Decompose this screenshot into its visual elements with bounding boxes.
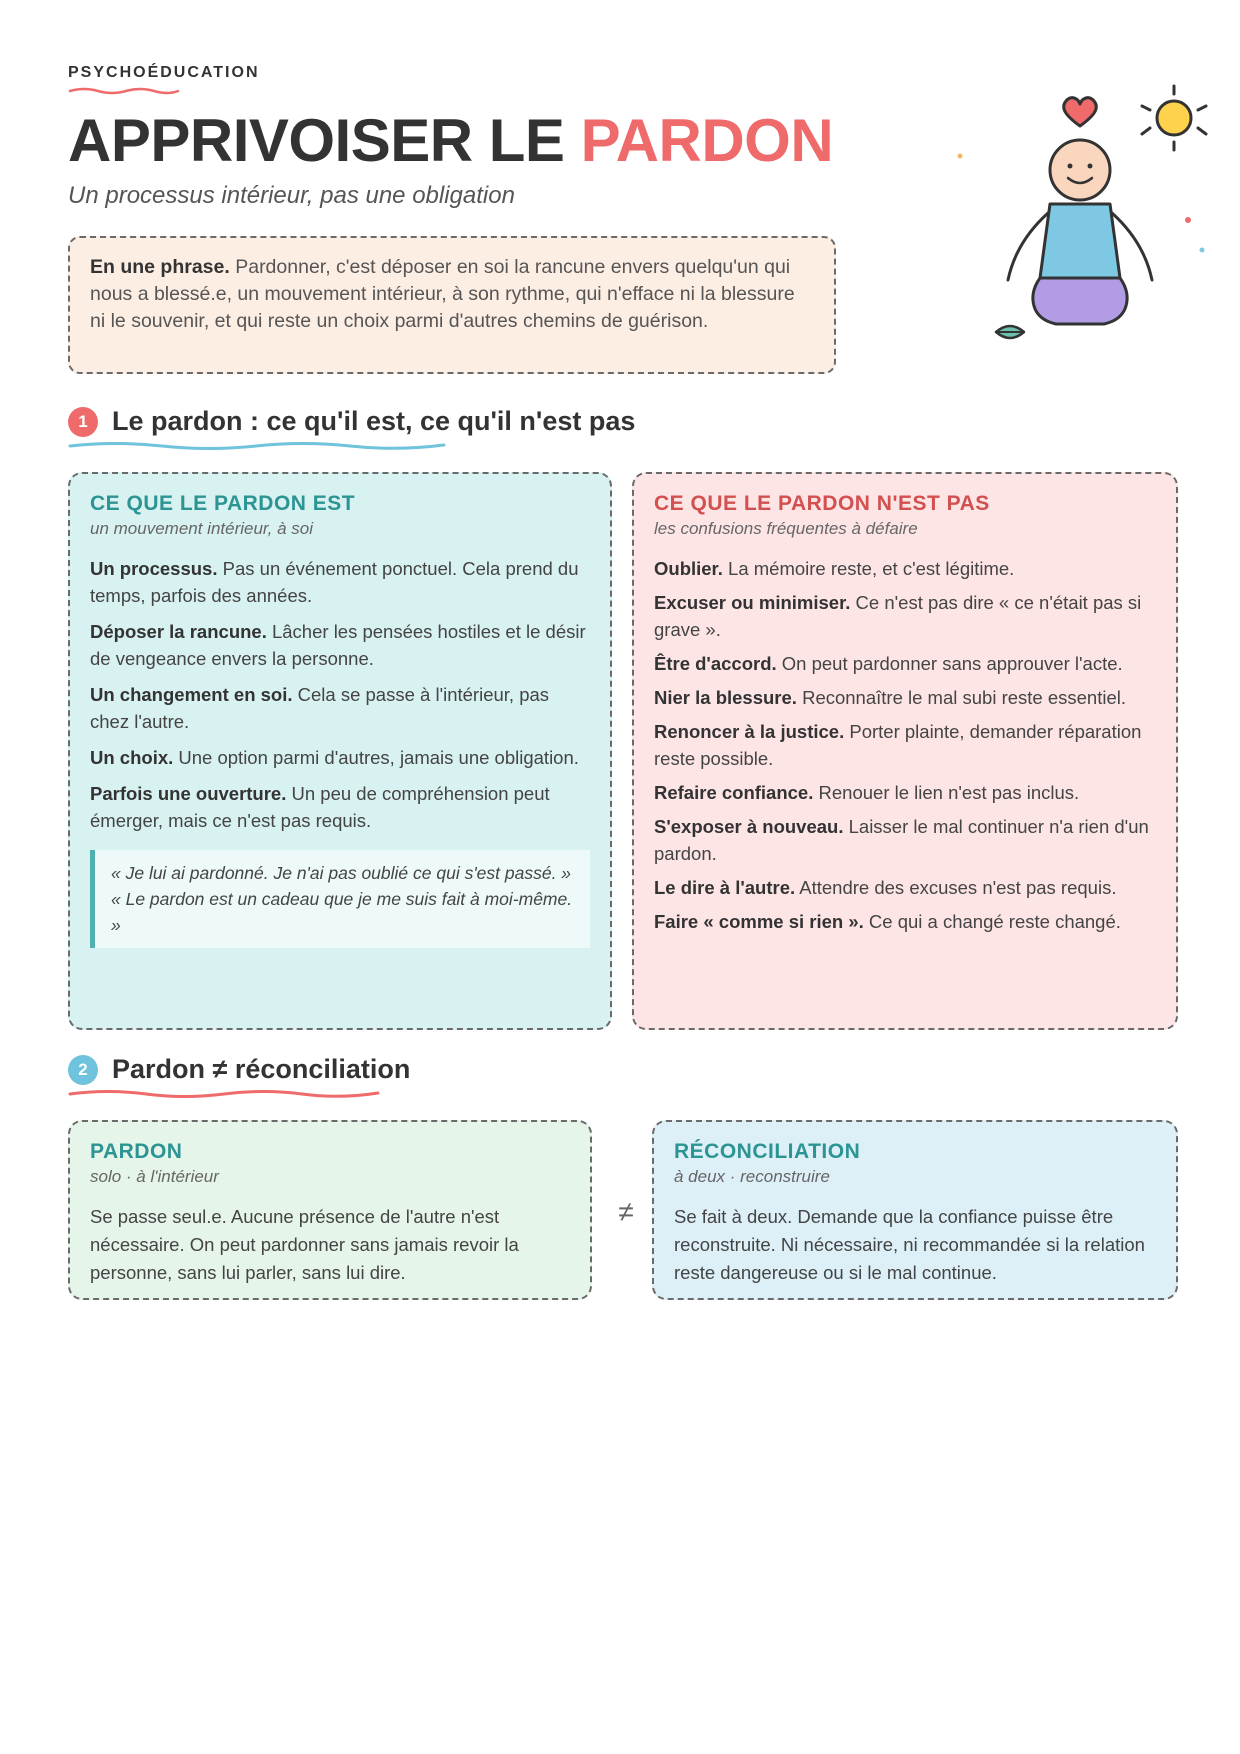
section-2-underline [68, 1088, 380, 1100]
item-lead: Excuser ou minimiser. [654, 592, 851, 613]
item-text: Reconnaître le mal subi reste essentiel. [796, 687, 1126, 708]
list-item [90, 555, 590, 609]
list-item [90, 681, 590, 735]
item-lead: Oublier. [654, 558, 723, 579]
not-equal-symbol: ≠ [618, 1196, 634, 1227]
pardon-subtitle: solo · à l'intérieur [90, 1167, 219, 1186]
meditating-person-illustration [918, 70, 1218, 360]
list-item [654, 589, 1156, 643]
reconciliation-panel [652, 1120, 1178, 1300]
pardon-is-not-panel [632, 472, 1178, 1030]
item-text: Ce qui a changé reste changé. [863, 911, 1121, 932]
reconciliation-title: RÉCONCILIATION [674, 1140, 861, 1163]
section-1-underline [68, 440, 446, 452]
item-lead: Nier la blessure. [654, 687, 797, 708]
quote-line: « Je lui ai pardonné. Je n'ai pas oublié ce qui s'est passé. » [111, 863, 572, 883]
item-lead: Refaire confiance. [654, 782, 814, 803]
kicker-underline [68, 86, 180, 96]
item-text: La mémoire reste, et c'est légitime. [722, 558, 1015, 579]
item-lead: S'exposer à nouveau. [654, 816, 844, 837]
item-text: Laisser le mal continuer n'a rien d'un pardon. [654, 816, 1149, 864]
item-lead: Faire « comme si rien ». [654, 911, 864, 932]
title-accent: PARDON [580, 107, 834, 174]
quote-line: « Le pardon est un cadeau que je me suis fait à moi-même. » [111, 889, 573, 935]
section-2-heading [68, 1054, 410, 1085]
item-text: Attendre des excuses n'est pas requis. [795, 877, 1117, 898]
worksheet-page [68, 0, 1178, 1754]
heart-icon [1064, 98, 1097, 126]
title-main: APPRIVOISER LE [68, 107, 581, 174]
item-text: Cela se passe à l'intérieur, pas chez l'autre. [90, 684, 550, 732]
list-item [654, 779, 1156, 806]
pardon-is-subtitle: un mouvement intérieur, à soi [90, 519, 314, 538]
section-1-number-badge: 1 [68, 407, 98, 437]
item-text: On peut pardonner sans approuver l'acte. [776, 653, 1123, 674]
item-lead: Un changement en soi. [90, 684, 293, 705]
item-text: Une option parmi d'autres, jamais une obligation. [173, 747, 579, 768]
item-lead: Un processus. [90, 558, 218, 579]
sun-icon [1142, 86, 1206, 150]
item-lead: Un choix. [90, 747, 174, 768]
pardon-text: Se passe seul.e. Aucune présence de l'autre n'est nécessaire. On peut pardonner sans jamais revoir la personne, sans lui parler, sans lui dire. [90, 1206, 519, 1283]
pardon-is-panel [68, 472, 612, 1030]
section-1-heading [68, 406, 635, 437]
item-text: Lâcher les pensées hostiles et le désir de vengeance envers la personne. [90, 621, 586, 669]
reconciliation-text: Se fait à deux. Demande que la confiance puisse être reconstruite. Ni nécessaire, ni recommandée si la relation reste dangereuse ou si le mal continue. [674, 1206, 1145, 1283]
item-lead: Renoncer à la justice. [654, 721, 845, 742]
summary-lead: En une phrase. [90, 256, 230, 278]
section-2-number-badge: 2 [68, 1055, 98, 1085]
pardon-is-title: CE QUE LE PARDON EST [90, 492, 356, 515]
page-title [68, 106, 833, 176]
list-item [90, 780, 590, 834]
item-text: Un peu de compréhension peut émerger, mais ce n'est pas requis. [90, 783, 550, 831]
section-2-title: Pardon ≠ réconciliation [112, 1054, 411, 1084]
list-item [654, 718, 1156, 772]
item-text: Porter plainte, demander réparation reste possible. [654, 721, 1142, 769]
summary-text: Pardonner, c'est déposer en soi la rancune envers quelqu'un qui nous a blessé.e, un mouvement intérieur, à son rythme, qui n'efface ni la blessure ni le souvenir, et qui reste un choix parmi d'autres chemins de guérison. [90, 256, 795, 332]
kicker-label: PSYCHOÉDUCATION [68, 64, 260, 81]
list-item [90, 618, 590, 672]
summary-box [68, 236, 836, 374]
pardon-panel [68, 1120, 592, 1300]
item-text: Pas un événement ponctuel. Cela prend du temps, parfois des années. [90, 558, 579, 606]
item-text: Renouer le lien n'est pas inclus. [813, 782, 1080, 803]
item-lead: Être d'accord. [654, 653, 777, 674]
item-lead: Le dire à l'autre. [654, 877, 796, 898]
item-lead: Déposer la rancune. [90, 621, 267, 642]
list-item [654, 874, 1156, 901]
list-item [654, 555, 1156, 582]
list-item [654, 908, 1156, 935]
section-1-title: Le pardon : ce qu'il est, ce qu'il n'est pas [112, 406, 636, 436]
item-text: Ce n'est pas dire « ce n'était pas si grave ». [654, 592, 1142, 640]
page-subtitle: Un processus intérieur, pas une obligation [68, 182, 515, 209]
pardon-is-not-subtitle: les confusions fréquentes à défaire [654, 519, 918, 538]
testimony-quote [90, 850, 590, 948]
reconciliation-subtitle: à deux · reconstruire [674, 1167, 830, 1186]
list-item [90, 744, 590, 771]
leaf-icon [996, 326, 1024, 338]
face-icon [1050, 140, 1110, 200]
list-item [654, 813, 1156, 867]
list-item [654, 684, 1156, 711]
pardon-is-not-title: CE QUE LE PARDON N'EST PAS [654, 492, 990, 515]
item-lead: Parfois une ouverture. [90, 783, 287, 804]
pardon-title: PARDON [90, 1140, 183, 1163]
list-item [654, 650, 1156, 677]
